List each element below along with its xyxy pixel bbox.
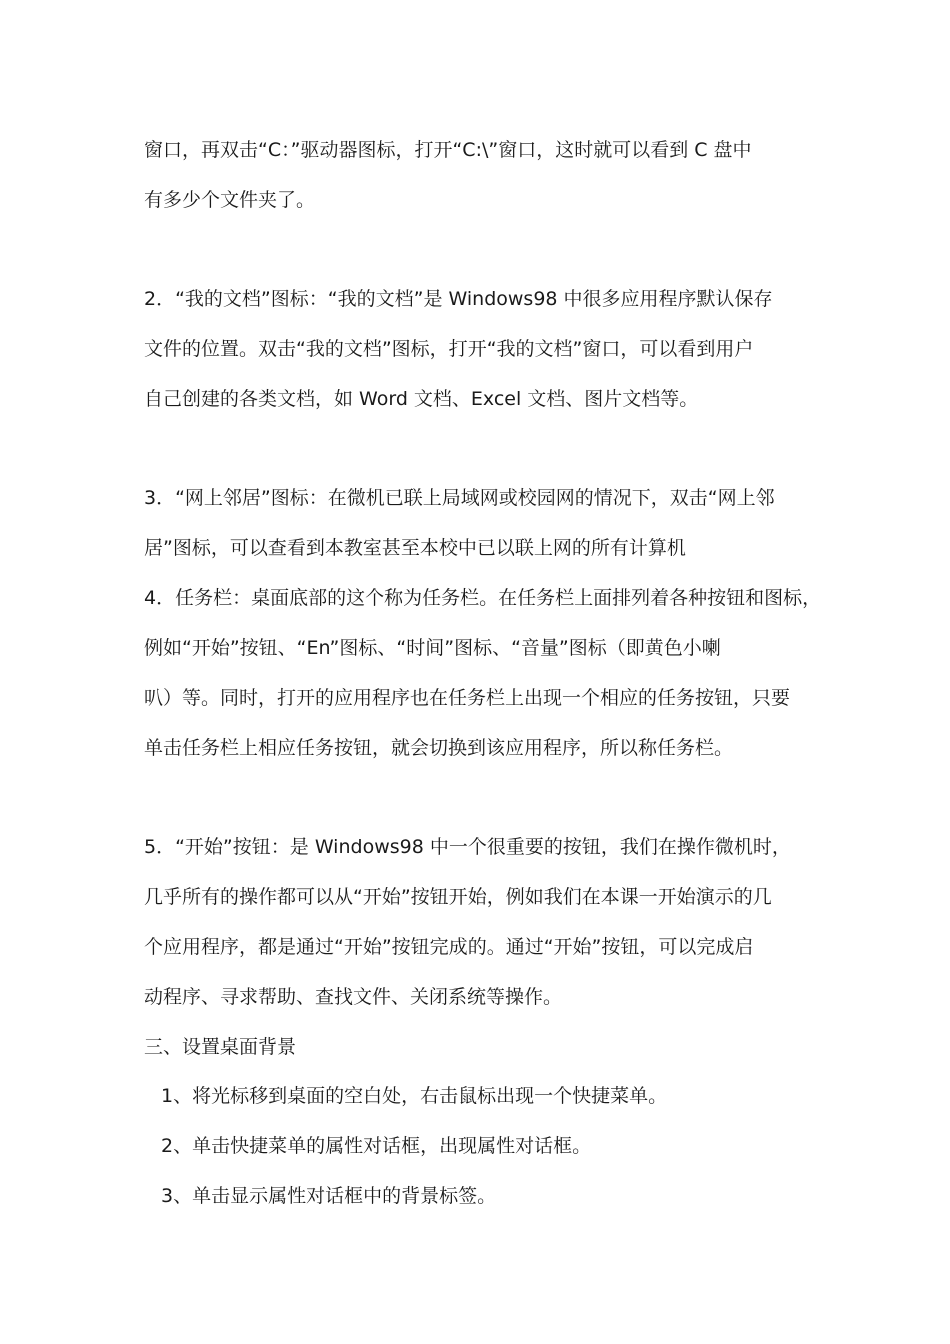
text-line: 叭）等。同时，打开的应用程序也在任务栏上出现一个相应的任务按钮，只要 <box>144 687 791 709</box>
text-line: 有多少个文件夹了。 <box>144 189 316 211</box>
text-line: 单击任务栏上相应任务按钮，就会切换到该应用程序，所以称任务栏。 <box>144 737 734 759</box>
text-line: 几乎所有的操作都可以从“开始”按钮开始，例如我们在本课一开始演示的几 <box>144 886 772 908</box>
text-line: 4．任务栏：桌面底部的这个称为任务栏。在任务栏上面排列着各种按钮和图标， <box>144 587 822 609</box>
list-item: 2、单击快捷菜单的属性对话框，出现属性对话框。 <box>161 1135 592 1157</box>
text-line: 例如“开始”按钮、“En”图标、“时间”图标、“音量”图标（即黄色小喇 <box>144 637 721 659</box>
text-line: 个应用程序，都是通过“开始”按钮完成的。通过“开始”按钮，可以完成启 <box>144 936 754 958</box>
text-line: 文件的位置。双击“我的文档”图标，打开“我的文档”窗口，可以看到用户 <box>144 338 754 360</box>
text-line: 居”图标，可以查看到本教室甚至本校中已以联上网的所有计算机 <box>144 537 686 559</box>
text-line: 2．“我的文档”图标：“我的文档”是 Windows98 中很多应用程序默认保存 <box>144 288 773 310</box>
text-line: 5．“开始”按钮：是 Windows98 中一个很重要的按钮，我们在操作微机时， <box>144 836 791 858</box>
list-item: 1、将光标移到桌面的空白处，右击鼠标出现一个快捷菜单。 <box>161 1085 668 1107</box>
section-heading: 三、设置桌面背景 <box>144 1036 297 1058</box>
text-line: 自己创建的各类文档，如 Word 文档、Excel 文档、图片文档等。 <box>144 388 699 410</box>
text-line: 动程序、寻求帮助、查找文件、关闭系统等操作。 <box>144 986 563 1008</box>
list-item: 3、单击显示属性对话框中的背景标签。 <box>161 1185 497 1207</box>
text-line: 3．“网上邻居”图标：在微机已联上局域网或校园网的情况下，双击“网上邻 <box>144 487 775 509</box>
text-line: 窗口，再双击“C：”驱动器图标，打开“C:\”窗口，这时就可以看到 C 盘中 <box>144 139 752 161</box>
